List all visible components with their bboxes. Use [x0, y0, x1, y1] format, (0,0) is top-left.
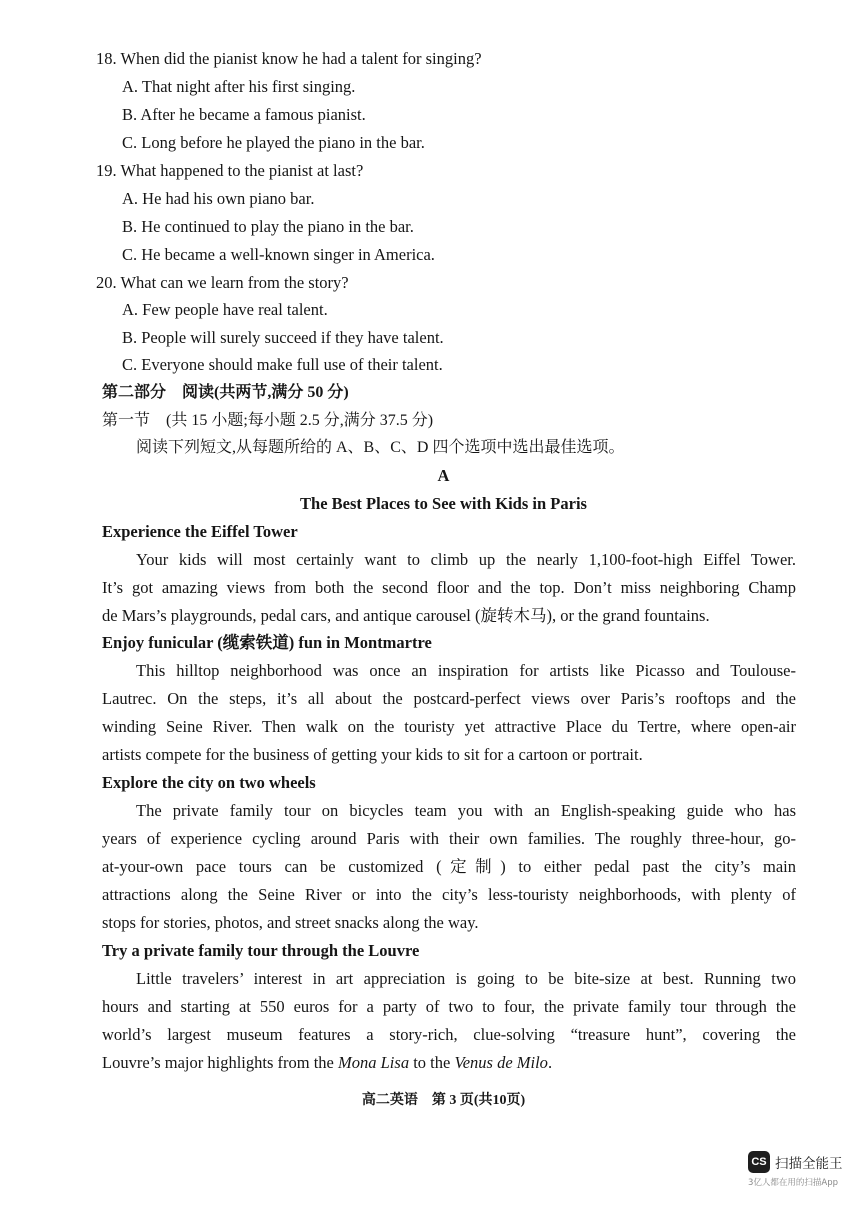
question-20-option-c: C. Everyone should make full use of their talent. — [122, 355, 443, 374]
question-20-option-a: A. Few people have real talent. — [122, 300, 328, 319]
paragraph-line: artists compete for the business of getting your kids to sit for a cartoon or portrait. — [102, 745, 643, 764]
page-footer: 高二英语 第 3 页(共10页) — [361, 1093, 526, 1108]
question-19-option-a: A. He had his own piano bar. — [122, 189, 315, 208]
artwork-title-venus-de-milo: Venus de Milo — [454, 1053, 548, 1072]
paragraph-line: years of experience cycling around Paris with their own families. The roughly three-hour, go- — [102, 829, 796, 848]
part-heading: 第二部分 阅读(共两节,满分 50 分) — [102, 384, 349, 401]
section-heading-montmartre: Enjoy funicular (缆索铁道) fun in Montmartre — [102, 633, 432, 652]
text-run: . — [547, 1053, 553, 1072]
paragraph-line: world’s largest museum features a story-rich, clue-solving “treasure hunt”, covering the — [102, 1025, 796, 1044]
paragraph-line: at-your-own pace tours can be customized (定制) to either pedal past the city’s main — [102, 857, 796, 876]
camscanner-logo-icon: CS — [748, 1151, 770, 1173]
question-19-option-b: B. He continued to play the piano in the bar. — [122, 217, 414, 236]
paragraph-line: The private family tour on bicycles team you with an English-speaking guide who has — [136, 801, 796, 820]
question-19-stem: 19. What happened to the pianist at last? — [96, 161, 364, 180]
question-18-option-c: C. Long before he played the piano in the bar. — [122, 133, 425, 152]
paragraph-line: Lautrec. On the steps, it’s all about the postcard-perfect views over Paris’s rooftops and the — [102, 689, 796, 708]
question-18-option-a: A. That night after his first singing. — [122, 77, 356, 96]
paragraph-line: winding Seine River. Then walk on the touristy yet attractive Place du Tertre, where open-air — [102, 717, 796, 736]
question-20-stem: 20. What can we learn from the story? — [96, 273, 349, 292]
paragraph-line: stops for stories, photos, and street snacks along the way. — [102, 913, 479, 932]
watermark-tagline: 3亿人都在用的扫描App — [748, 1178, 839, 1188]
paragraph-line: It’s got amazing views from both the second floor and the top. Don’t miss neighboring Champ — [102, 578, 796, 597]
instruction-text: 阅读下列短文,从每题所给的 A、B、C、D 四个选项中选出最佳选项。 — [136, 439, 625, 456]
question-18-stem: 18. When did the pianist know he had a talent for singing? — [96, 49, 482, 68]
section-heading-eiffel: Experience the Eiffel Tower — [102, 522, 298, 541]
paragraph-line: hours and starting at 550 euros for a party of two to four, the private family tour through the — [102, 997, 796, 1016]
watermark-app-name: 扫描全能王 — [775, 1156, 843, 1172]
paragraph-line: Little travelers’ interest in art appreciation is going to be bite-size at best. Running two — [136, 969, 796, 988]
section-heading-louvre: Try a private family tour through the Louvre — [102, 941, 420, 960]
question-20-option-b: B. People will surely succeed if they have talent. — [122, 328, 444, 347]
artwork-title-mona-lisa: Mona Lisa — [338, 1053, 410, 1072]
text-run: to the — [409, 1053, 455, 1072]
question-19-option-c: C. He became a well-known singer in America. — [122, 245, 435, 264]
paragraph-line: attractions along the Seine River or into the city’s less-touristy neighborhoods, with plenty of — [102, 885, 796, 904]
question-18-option-b: B. After he became a famous pianist. — [122, 105, 366, 124]
text-run: Louvre’s major highlights from the — [102, 1053, 339, 1072]
section-heading: 第一节 (共 15 小题;每小题 2.5 分,满分 37.5 分) — [102, 412, 434, 429]
paragraph-line: Your kids will most certainly want to climb up the nearly 1,100-foot-high Eiffel Tower. — [136, 550, 796, 569]
passage-letter: A — [437, 466, 450, 485]
paragraph-line: This hilltop neighborhood was once an inspiration for artists like Picasso and Toulouse- — [136, 661, 796, 680]
paragraph-last-line — [102, 1053, 796, 1073]
passage-title: The Best Places to See with Kids in Paris — [300, 494, 587, 513]
paragraph-line: de Mars’s playgrounds, pedal cars, and antique carousel (旋转木马), or the grand fountains. — [102, 606, 710, 625]
section-heading-two-wheels: Explore the city on two wheels — [102, 773, 316, 792]
